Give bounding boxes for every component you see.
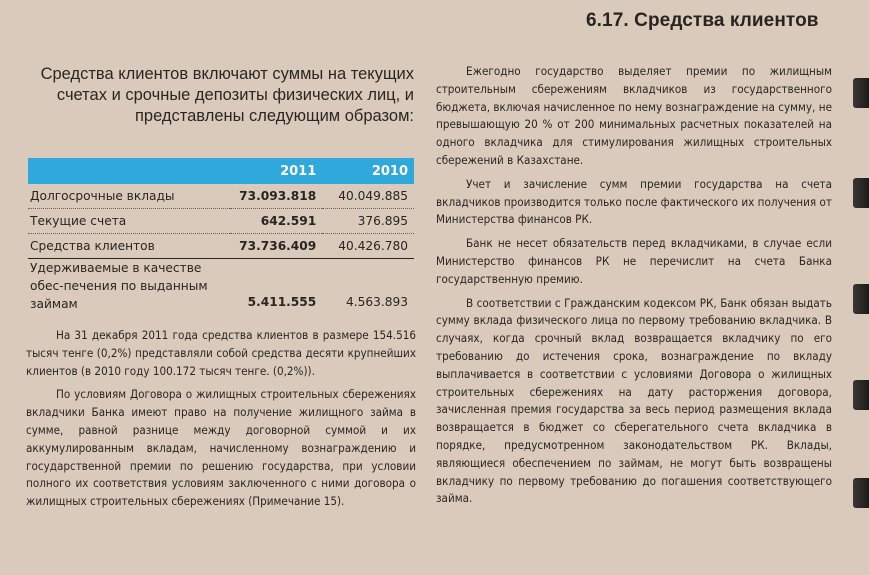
value-2010: 4.563.893 xyxy=(345,295,408,309)
table-row xyxy=(28,184,414,209)
value-2010: 40.049.885 xyxy=(322,184,414,209)
page-edge-tab xyxy=(853,478,869,508)
paragraph: Банк не несет обязательств перед вкладчиками, в случае если Министерство финансов РК не перечислит на счета Банка государственную премию. xyxy=(436,236,832,286)
left-column-text xyxy=(26,327,416,517)
value-2011: 642.591 xyxy=(230,209,323,234)
page-edge-tab xyxy=(853,78,869,108)
value-2011: 73.736.409 xyxy=(230,234,323,259)
table-row xyxy=(28,209,414,234)
paragraph: Учет и зачисление сумм премии государства на счета вкладчиков производится только после фактического их получения от Министерства финансов РК. xyxy=(436,176,832,227)
header-year-2011: 2011 xyxy=(280,163,317,179)
page-edge-tab xyxy=(853,284,869,314)
paragraph: В соответствии с Гражданским кодексом РК, Банк обязан выдать сумму вклада физического лица по первому требованию вкладчика. В случаях, когда срочный вклад возвращается вкладчику по его требованию до истечения срока, вознаграждение по вкладу выплачивается в соответствии с условиями Договора о жилищных строительных сбережениях на дату расторжения договора, зачисленная премия государства за весь период размещения вклада возвращается в бюджет со сберегательного счета вкладчика в порядке, предусмотренном законодательством РК. Вклады, являющиеся обеспечением по займам, не могут быть возвращены вкладчику по первому требованию до погашения соответствующего займа. xyxy=(436,295,832,506)
page-edge-tab xyxy=(853,178,869,208)
paragraph: Ежегодно государство выделяет премии по жилищным строительным сбережениям вкладчиков из государственного бюджета, включая начисленное по нему вознаграждение на сумму, не превышающую 20 % от 200 минимальных расчетных показателей на одного вкладчика для стимулирования жилищных строительных сбережений в Казахстане. xyxy=(436,64,832,167)
table-row xyxy=(28,259,414,314)
table-header-row xyxy=(28,158,414,184)
paragraph: На 31 декабря 2011 года средства клиентов в размере 154.516 тысяч тенге (0,2%) представляли собой средства десяти крупнейших клиентов (в 2010 году 100.172 тысяч тенге. (0,2%)). xyxy=(26,328,416,378)
value-2011: 73.093.818 xyxy=(230,184,323,209)
paragraph: По условиям Договора о жилищных строительных сбережениях вкладчики Банка имеют право на получение жилищного займа в сумме, равной разнице между договорной суммой и их аккумулированным вкладам, начисленному вознаграждению и государственной премии по решению государства, при условии полного их соответствия условиям заключенного с ними договора о жилищных строительных сбережениях (Примечание 15). xyxy=(26,387,416,509)
table-row-total xyxy=(28,234,414,259)
right-column-text xyxy=(436,63,832,514)
header-year-2010: 2010 xyxy=(371,163,408,179)
row-label: Текущие счета xyxy=(28,209,230,234)
row-label: Долгосрочные вклады xyxy=(28,184,230,209)
value-2010: 376.895 xyxy=(322,209,414,234)
client-funds-table xyxy=(28,158,414,313)
value-2011: 5.411.555 xyxy=(247,295,317,309)
row-label: Средства клиентов xyxy=(28,234,230,259)
value-2010: 40.426.780 xyxy=(322,234,414,259)
lead-text: Средства клиентов включают суммы на текущих счетах и срочные депозиты физических лиц, и представлены следующим образом: xyxy=(40,65,414,125)
header-label-column xyxy=(28,158,230,184)
section-title: 6.17. Средства клиентов xyxy=(586,10,819,31)
page-edge-tab xyxy=(853,380,869,410)
row-label: Удерживаемые в качестве обес-печения по выданным займам xyxy=(30,261,208,311)
